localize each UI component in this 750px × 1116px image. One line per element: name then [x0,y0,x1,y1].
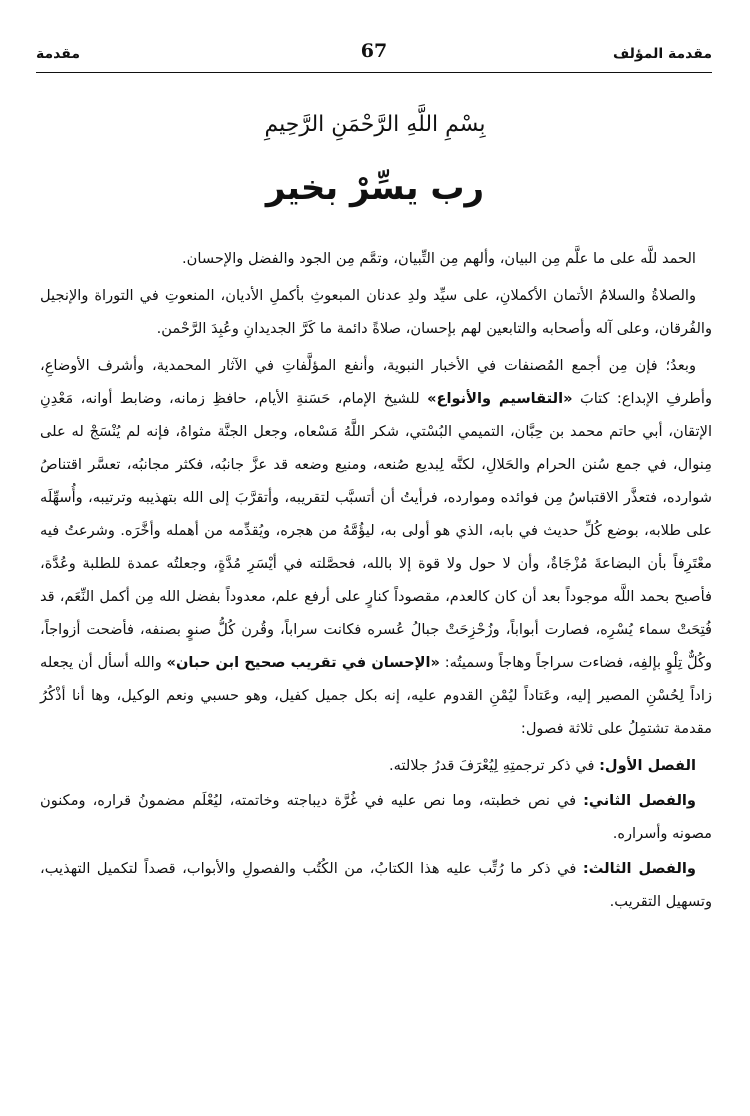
section-one-label: الفصل الأول: [599,757,696,774]
section-one [40,749,712,782]
book-title-ihsan: «الإحسان في تقريب صحيح ابن حبان» [166,654,440,671]
basmala-calligraphy: بِسْمِ اللَّهِ الرَّحْمَنِ الرَّحِيمِ [264,112,486,137]
paragraph-salutation: والصلاةُ والسلامُ الأتمان الأكملانِ، على سيِّد ولدِ عدنان المبعوثِ بأكملِ الأديان، المنعوتِ في التوراة والإنجيل والفُرقان، وعلى آله وأصحابه والتابعين لهم بإحسان، صلاةً دائمة ما كَرَّ الجديدانِ وعُبِدَ الرَّحْمن. [40,287,712,337]
running-header-section: مقدمة [36,46,80,62]
running-header-chapter: مقدمة المؤلف [612,46,712,62]
section-two-label: والفصل الثاني: [583,792,696,809]
paragraph-main-text-2: للشيخ الإمام، حَسَنةِ الأيام، حافظِ زمانه، وضابط أوانه، مَعْدِنِ الإتقان، أبي حاتم محمد بن حِبَّان، التميمي البُسْتي، شكر اللَّهُ مَسْعاه، وجعل الجنَّة مثواهُ، فإنه لم يُنْسَجْ له على مِنوال، في جمع سُنن الحرام والحَلالِ، لكنَّه لِبديع صُنعه، ومنيع وضعه قد عزَّ جانبُه، فكثر مجانبُه، تعسَّر اقتناصُ شوارده، فتعذَّر الاقتباسُ مِن فوائده وموارده، فرأيتُ أن أتسبَّب لتقريبه، وأتقرَّبَ إلى الله بتهذيبه وترتيبه، وأُسهِّلَه على طلابه، بوضع كُلِّ حديث في بابه، الذي هو أولى به، ليؤُمَّهُ من هجره، ويُقدِّمه من أهمله وأخَّرَه. وشرعتُ فيه معْتَرِفاً بأن البضاعةَ مُزْجَاةٌ، وأن لا حول ولا قوة إلا بالله، فحصَّلته في أيْسَرِ مُدَّةٍ، وجعلتُه عمدة للطلبة وعُدَّة، فأصبح بحمد اللَّه موجوداً بعد أن كان كالعدم، مقصوداً كنارٍ على أرفع علم، معدوداً بفضل الله مِن أكمل النِّعَم، قد فُتِحَتْ سماء يُسْرِه، فصارت أبواباً، وزُحْزِحَتْ جبالُ عُسره فكانت سراباً، وقُرن كُلُّ صنوٍ بصنفه، فأضحت أزواجاً، وكُلٌّ تِلْوٍ بإلفِه، فضاءت سراجاً وهاجاً وسميتُه: [40,390,712,671]
section-two [40,784,712,850]
body-text [40,242,712,920]
page-title: رب يسِّرْ بخير [265,168,485,208]
paragraph-main-text-3: والله أسأل أن يجعله زاداً لِحُسْنِ المصير إليه، وعَتاداً ليُمْنِ القدوم عليه، إنه بكل جميل كفيل، وهو حسبي ونعم الوكيل، وها أنا أذْكُرُ مقدمة تشتمِلُ على ثلاثة فصول: [40,654,712,737]
paragraph-main [40,349,712,745]
section-three-text: في ذكر ما رُتِّب عليه هذا الكتابُ، من الكُتُب والفصولِ والأبواب، قصداً لتكميل التهذيب، وتسهيل التقريب. [40,860,712,910]
section-three-label: والفصل الثالث: [582,860,696,877]
book-title-taqasim: «التقاسيم والأنواع» [427,390,573,407]
paragraph-main-text-1: وبعدُ؛ فإن مِن أجمع المُصنفات في الأخبار النبوية، وأنفع المؤلَّفاتِ في الآثار المحمدية، وأشرف الأوضاعِ، وأطرفِ الإبداع: كتابَ [40,357,712,407]
section-three [40,852,712,918]
section-one-text: في ذكر ترجمتِهِ لِيُعْرَفَ قدرُ جلالته. [389,757,600,774]
paragraph-praise: الحمد للَّه على ما علَّم مِن البيان، وألهم مِن التِّبيان، وتمَّم مِن الجود والفضل والإحسان. [182,250,696,267]
running-header [36,38,712,73]
section-two-text: في نص خطبته، وما نص عليه في غُرَّة ديباجته وخاتمته، ليُعْلَم مضمونُ قراره، ومكنون مصونه وأسراره. [40,792,712,842]
page-number: 67 [360,40,388,62]
